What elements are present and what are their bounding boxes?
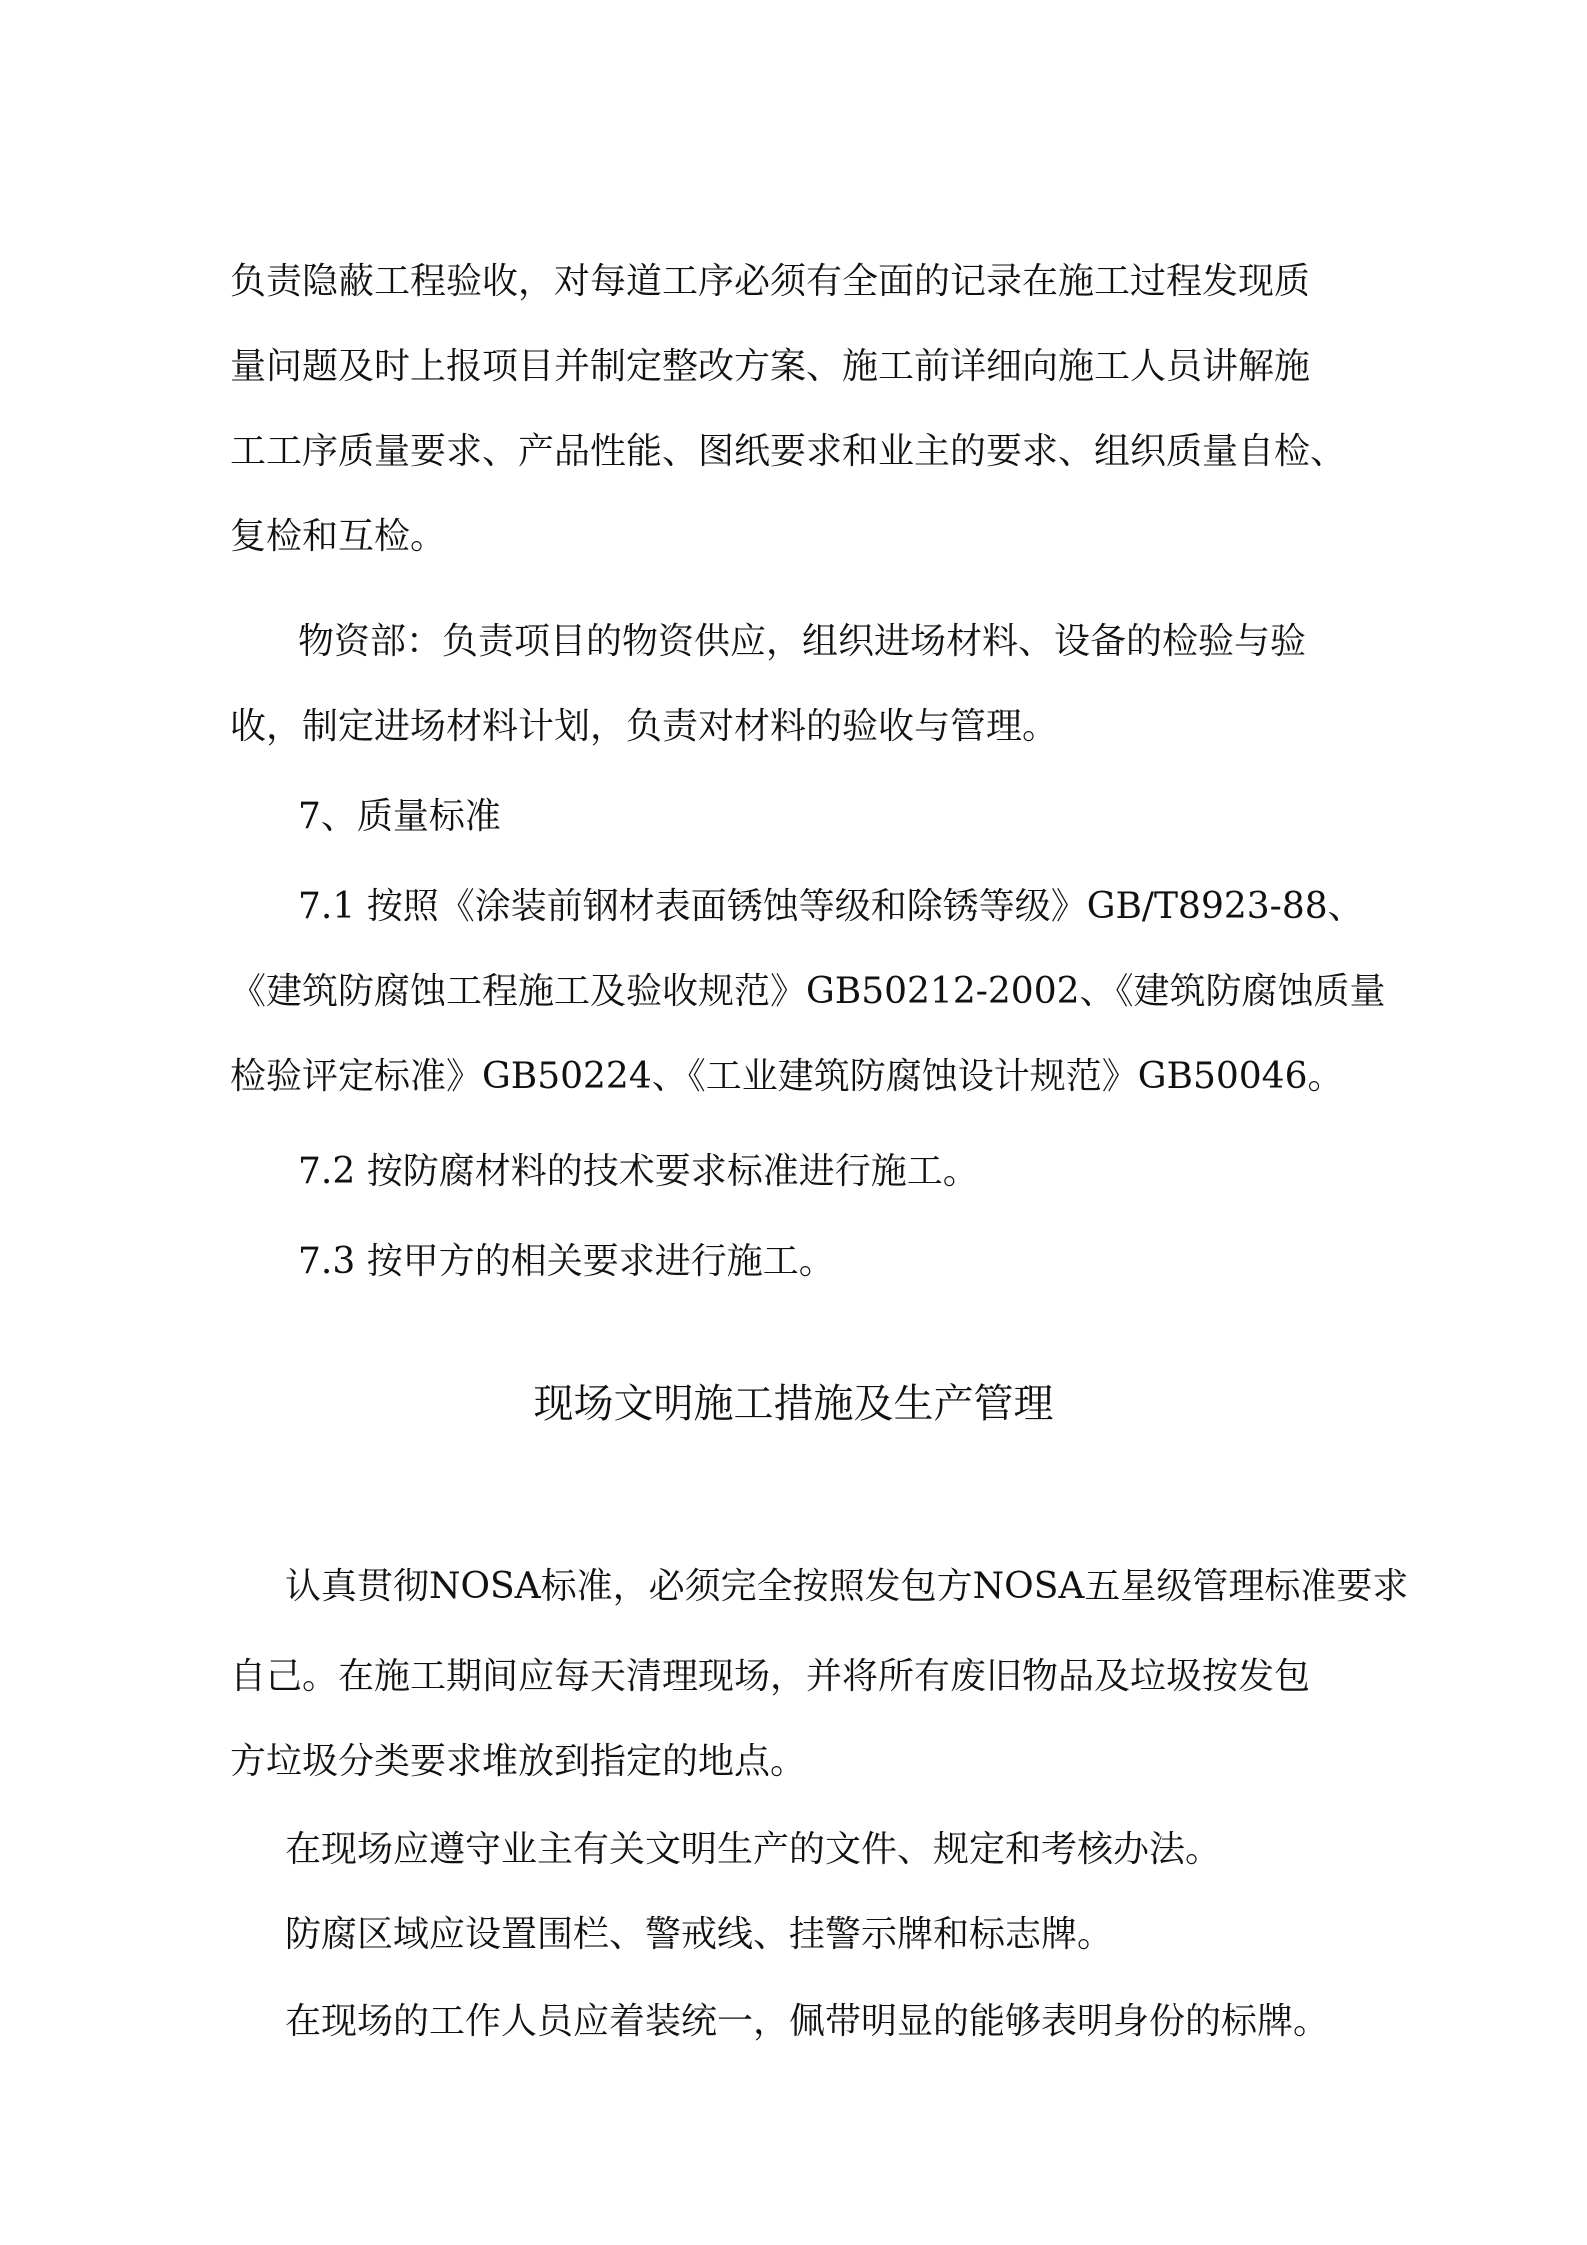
standard-7-1-line-2: 《建筑防腐蚀工程施工及验收规范》GB50212-2002、《建筑防腐蚀质量 (230, 971, 1386, 1012)
standard-7-1-line-1: 7.1 按照《涂装前钢材表面锈蚀等级和除锈等级》GB/T8923-88、 (298, 886, 1364, 927)
quality-dept-line-4: 复检和互检。 (230, 516, 447, 557)
materials-dept-line-2: 收，制定进场材料计划，负责对材料的验收与管理。 (230, 706, 1059, 747)
site-rule-1: 在现场应遵守业主有关文明生产的文件、规定和考核办法。 (285, 1829, 1222, 1870)
site-rule-3: 在现场的工作人员应着装统一，佩带明显的能够表明身份的标牌。 (285, 2001, 1330, 2042)
quality-dept-line-2: 量问题及时上报项目并制定整改方案、施工前详细向施工人员讲解施 (230, 346, 1311, 387)
nosa-intro-line-1: 认真贯彻NOSA标准，必须完全按照发包方NOSA五星级管理标准要求 (285, 1566, 1409, 1607)
quality-dept-line-1: 负责隐蔽工程验收，对每道工序必须有全面的记录在施工过程发现质 (230, 261, 1311, 302)
nosa-intro-line-3: 方垃圾分类要求堆放到指定的地点。 (230, 1741, 807, 1782)
standard-7-1-line-3: 检验评定标准》GB50224、《工业建筑防腐蚀设计规范》GB50046。 (230, 1056, 1344, 1097)
nosa-intro-line-2: 自己。在施工期间应每天清理现场，并将所有废旧物品及垃圾按发包 (230, 1656, 1311, 1697)
standard-7-3: 7.3 按甲方的相关要求进行施工。 (298, 1241, 835, 1282)
standard-7-2: 7.2 按防腐材料的技术要求标准进行施工。 (298, 1151, 979, 1192)
materials-dept-line-1: 物资部：负责项目的物资供应，组织进场材料、设备的检验与验 (298, 621, 1307, 662)
quality-standard-heading: 7、质量标准 (298, 796, 501, 837)
quality-dept-line-3: 工工序质量要求、产品性能、图纸要求和业主的要求、组织质量自检、 (230, 431, 1347, 472)
site-rule-2: 防腐区域应设置围栏、警戒线、挂警示牌和标志牌。 (285, 1914, 1114, 1955)
section-title: 现场文明施工措施及生产管理 (533, 1381, 1054, 1427)
